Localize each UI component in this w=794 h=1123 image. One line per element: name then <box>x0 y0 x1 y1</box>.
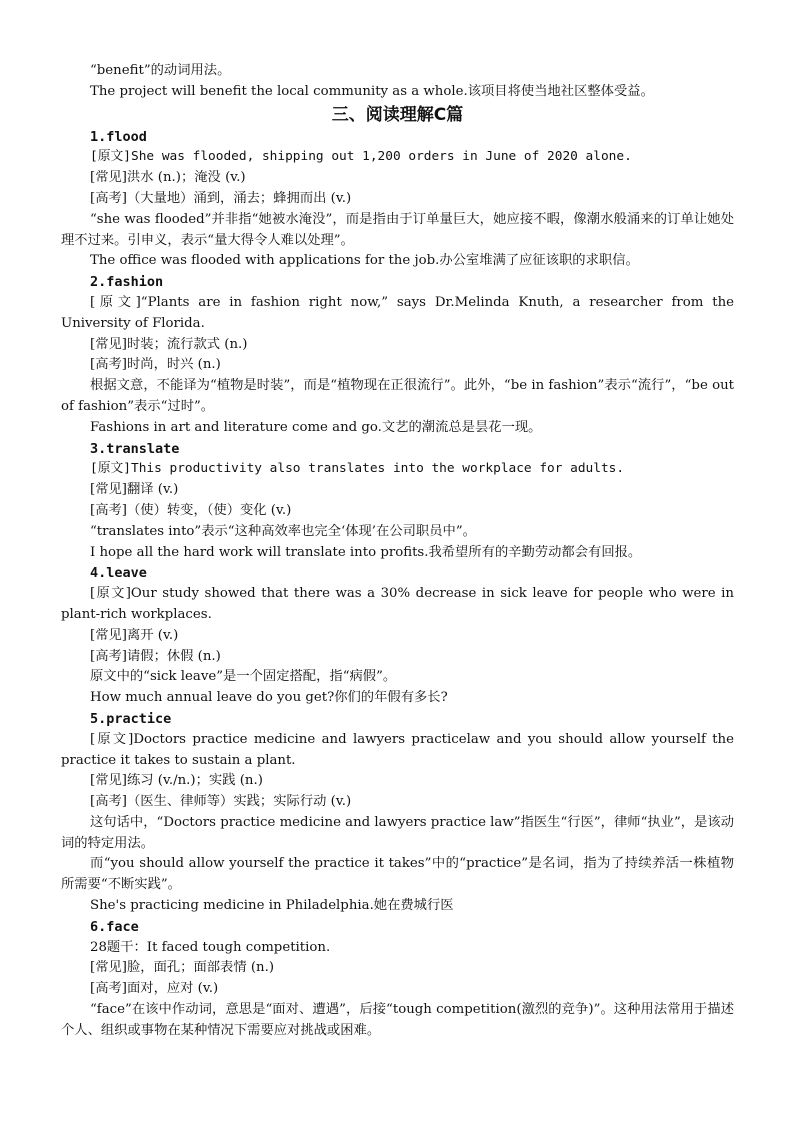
entry-gaokao: [高考]（使）转变，（使）变化 (v.) <box>90 502 292 518</box>
entry-explanation: “she was flooded”并非指“她被水淹没”，而是指由于订单量巨大，她应接不暇，像潮水般涌来的订单让她处理不过来。引申义，表示“量大得令人难以处理”。 <box>61 211 734 248</box>
entry-gaokao: [高考]（大量地）涌到，涌去；蜂拥而出 (v.) <box>90 190 352 206</box>
entry-explanation-2: 而“you should allow yourself the practice it takes”中的“practice”是名词，指为了持续养活一株植物所需要“不断实践”。 <box>61 856 734 893</box>
entry-example: How much annual leave do you get?你们的年假有多长? <box>90 690 448 706</box>
entry-gaokao: [高考]面对，应对 (v.) <box>90 981 219 997</box>
entry-question-stem: 28题干：It faced tough competition. <box>90 939 331 955</box>
entry-explanation: 这句话中，“Doctors practice medicine and lawyers practice law”指医生“行医”，律师“执业”，是该动词的特定用法。 <box>61 814 734 851</box>
section-title: 三、阅读理解C篇 <box>331 104 464 125</box>
entry-common: [常见]练习 (v./n.)；实践 (n.) <box>90 773 263 789</box>
entry-example: She's practicing medicine in Philadelphia.她在费城行医 <box>90 898 454 914</box>
vocab-entry-leave <box>61 563 734 709</box>
entry-term: 3.translate <box>90 440 180 457</box>
entry-common: [常见]洪水 (n.)；淹没 (v.) <box>90 170 246 186</box>
entry-original: [原文]Our study showed that there was a 30% decrease in sick leave for people who were in plant-rich workplaces. <box>61 586 734 622</box>
entry-example: I hope all the hard work will translate into profits.我希望所有的辛勤劳动都会有回报。 <box>90 544 642 560</box>
entry-example: Fashions in art and literature come and go.文艺的潮流总是昙花一现。 <box>90 419 542 435</box>
vocab-entry-face <box>61 917 734 1042</box>
vocab-entry-practice <box>61 709 734 917</box>
entry-common: [常见]时装；流行款式 (n.) <box>90 336 248 352</box>
entry-term: 4.leave <box>90 565 147 582</box>
entry-gaokao: [高考]请假；休假 (n.) <box>90 648 221 664</box>
entry-original: [原文]She was flooded, shipping out 1,200 orders in June of 2020 alone. <box>90 149 632 165</box>
intro-line-2: The project will benefit the local community as a whole.该项目将使当地社区整体受益。 <box>90 83 654 99</box>
vocab-entry-translate <box>61 439 734 564</box>
entry-term: 1.flood <box>90 128 147 145</box>
entry-term: 5.practice <box>90 710 172 727</box>
intro-line-1: “benefit”的动词用法。 <box>90 63 231 78</box>
entry-original: [原文]This productivity also translates into the workplace for adults. <box>90 461 625 477</box>
entry-explanation: “translates into”表示“这种高效率也完全‘体现’在公司职员中”。 <box>90 523 476 539</box>
entry-term: 2.fashion <box>90 274 164 291</box>
entry-common: [常见]翻译 (v.) <box>90 482 179 498</box>
vocab-entry-fashion <box>61 272 734 438</box>
entry-common: [常见]离开 (v.) <box>90 627 179 643</box>
entry-term: 6.face <box>90 918 139 935</box>
entry-explanation: 根据文意，不能译为“植物是时装”，而是“植物现在正很流行”。此外，“be in fashion”表示“流行”，“be out of fashion”表示“过时”。 <box>61 378 734 414</box>
vocab-entry-flood <box>61 127 734 273</box>
entry-original: [原文]“Plants are in fashion right now,” says Dr.Melinda Knuth, a researcher from the University of Florida. <box>61 294 734 331</box>
entry-gaokao: [高考]时尚，时兴 (n.) <box>90 357 221 373</box>
entry-common: [常见]脸，面孔；面部表情 (n.) <box>90 960 275 976</box>
entry-explanation: “face”在该中作动词，意思是“面对、遭遇”，后接“tough competition(激烈的竞争)”。这种用法常用于描述个人、组织或事物在某种情况下需要应对挑战或困难。 <box>61 1002 734 1038</box>
entry-explanation: 原文中的“sick leave”是一个固定搭配，指“病假”。 <box>90 669 397 685</box>
entry-gaokao: [高考]（医生、律师等）实践；实际行动 (v.) <box>90 794 352 810</box>
entry-original: [原文]Doctors practice medicine and lawyers practicelaw and you should allow yourself the practice it takes to sustain a plant. <box>61 731 734 768</box>
entry-example: The office was flooded with applications for the job.办公室堆满了应征该职的求职信。 <box>90 253 639 269</box>
